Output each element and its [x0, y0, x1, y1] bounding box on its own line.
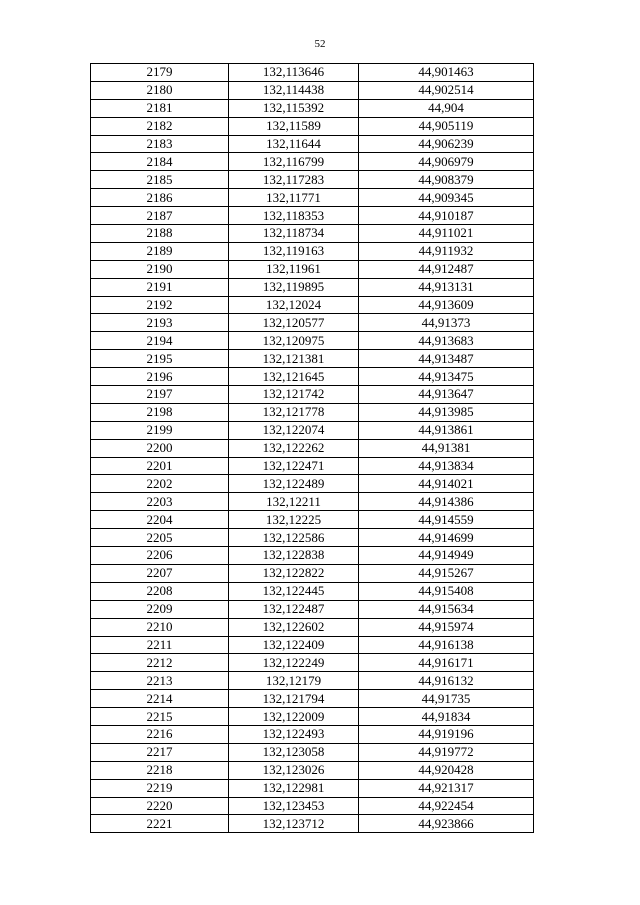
- latitude-cell: 44,91834: [359, 708, 534, 726]
- longitude-cell: 132,12179: [229, 672, 359, 690]
- latitude-cell: 44,913647: [359, 386, 534, 404]
- point-number-cell: 2180: [91, 81, 229, 99]
- longitude-cell: 132,122471: [229, 457, 359, 475]
- point-number-cell: 2189: [91, 242, 229, 260]
- point-number-cell: 2212: [91, 654, 229, 672]
- longitude-cell: 132,11771: [229, 189, 359, 207]
- latitude-cell: 44,920428: [359, 761, 534, 779]
- point-number-cell: 2193: [91, 314, 229, 332]
- longitude-cell: 132,123453: [229, 797, 359, 815]
- latitude-cell: 44,913985: [359, 403, 534, 421]
- latitude-cell: 44,914021: [359, 475, 534, 493]
- longitude-cell: 132,120975: [229, 332, 359, 350]
- latitude-cell: 44,921317: [359, 779, 534, 797]
- table-row: [91, 153, 534, 171]
- point-number-cell: 2204: [91, 511, 229, 529]
- point-number-cell: 2206: [91, 547, 229, 565]
- table-row: [91, 278, 534, 296]
- longitude-cell: 132,12024: [229, 296, 359, 314]
- latitude-cell: 44,913834: [359, 457, 534, 475]
- longitude-cell: 132,122074: [229, 421, 359, 439]
- point-number-cell: 2200: [91, 439, 229, 457]
- table-row: [91, 618, 534, 636]
- latitude-cell: 44,906239: [359, 135, 534, 153]
- latitude-cell: 44,916138: [359, 636, 534, 654]
- point-number-cell: 2184: [91, 153, 229, 171]
- longitude-cell: 132,122487: [229, 600, 359, 618]
- longitude-cell: 132,121778: [229, 403, 359, 421]
- longitude-cell: 132,122445: [229, 582, 359, 600]
- point-number-cell: 2217: [91, 743, 229, 761]
- point-number-cell: 2205: [91, 529, 229, 547]
- latitude-cell: 44,915634: [359, 600, 534, 618]
- latitude-cell: 44,913475: [359, 368, 534, 386]
- latitude-cell: 44,914699: [359, 529, 534, 547]
- table-row: [91, 64, 534, 82]
- table-row: [91, 117, 534, 135]
- longitude-cell: 132,122489: [229, 475, 359, 493]
- point-number-cell: 2179: [91, 64, 229, 82]
- longitude-cell: 132,122838: [229, 547, 359, 565]
- table-row: [91, 189, 534, 207]
- longitude-cell: 132,122262: [229, 439, 359, 457]
- point-number-cell: 2198: [91, 403, 229, 421]
- point-number-cell: 2210: [91, 618, 229, 636]
- longitude-cell: 132,117283: [229, 171, 359, 189]
- table-row: [91, 225, 534, 243]
- longitude-cell: 132,11961: [229, 260, 359, 278]
- point-number-cell: 2181: [91, 99, 229, 117]
- table-row: [91, 296, 534, 314]
- latitude-cell: 44,911021: [359, 225, 534, 243]
- table-row: [91, 725, 534, 743]
- longitude-cell: 132,118734: [229, 225, 359, 243]
- table-row: [91, 332, 534, 350]
- longitude-cell: 132,122409: [229, 636, 359, 654]
- latitude-cell: 44,923866: [359, 815, 534, 833]
- longitude-cell: 132,121645: [229, 368, 359, 386]
- coordinates-table: [90, 63, 534, 833]
- table-row: [91, 242, 534, 260]
- table-row: [91, 403, 534, 421]
- table-row: [91, 797, 534, 815]
- latitude-cell: 44,916132: [359, 672, 534, 690]
- table-row: [91, 368, 534, 386]
- point-number-cell: 2195: [91, 350, 229, 368]
- table-row: [91, 690, 534, 708]
- longitude-cell: 132,114438: [229, 81, 359, 99]
- point-number-cell: 2196: [91, 368, 229, 386]
- longitude-cell: 132,119895: [229, 278, 359, 296]
- latitude-cell: 44,914559: [359, 511, 534, 529]
- table-row: [91, 636, 534, 654]
- point-number-cell: 2192: [91, 296, 229, 314]
- latitude-cell: 44,904: [359, 99, 534, 117]
- latitude-cell: 44,919772: [359, 743, 534, 761]
- longitude-cell: 132,113646: [229, 64, 359, 82]
- latitude-cell: 44,922454: [359, 797, 534, 815]
- point-number-cell: 2182: [91, 117, 229, 135]
- table-row: [91, 171, 534, 189]
- longitude-cell: 132,11589: [229, 117, 359, 135]
- latitude-cell: 44,91373: [359, 314, 534, 332]
- latitude-cell: 44,910187: [359, 207, 534, 225]
- table-row: [91, 708, 534, 726]
- longitude-cell: 132,123712: [229, 815, 359, 833]
- table-row: [91, 260, 534, 278]
- table-row: [91, 314, 534, 332]
- table-row: [91, 600, 534, 618]
- table-row: [91, 81, 534, 99]
- table-row: [91, 475, 534, 493]
- table-row: [91, 511, 534, 529]
- latitude-cell: 44,909345: [359, 189, 534, 207]
- table-row: [91, 207, 534, 225]
- latitude-cell: 44,902514: [359, 81, 534, 99]
- point-number-cell: 2214: [91, 690, 229, 708]
- longitude-cell: 132,115392: [229, 99, 359, 117]
- table-row: [91, 439, 534, 457]
- point-number-cell: 2216: [91, 725, 229, 743]
- table-row: [91, 421, 534, 439]
- point-number-cell: 2201: [91, 457, 229, 475]
- latitude-cell: 44,913131: [359, 278, 534, 296]
- latitude-cell: 44,911932: [359, 242, 534, 260]
- point-number-cell: 2194: [91, 332, 229, 350]
- table-row: [91, 564, 534, 582]
- latitude-cell: 44,91735: [359, 690, 534, 708]
- point-number-cell: 2188: [91, 225, 229, 243]
- point-number-cell: 2183: [91, 135, 229, 153]
- table-row: [91, 457, 534, 475]
- latitude-cell: 44,913683: [359, 332, 534, 350]
- latitude-cell: 44,915408: [359, 582, 534, 600]
- point-number-cell: 2203: [91, 493, 229, 511]
- latitude-cell: 44,912487: [359, 260, 534, 278]
- point-number-cell: 2199: [91, 421, 229, 439]
- point-number-cell: 2211: [91, 636, 229, 654]
- table-row: [91, 386, 534, 404]
- point-number-cell: 2185: [91, 171, 229, 189]
- point-number-cell: 2220: [91, 797, 229, 815]
- longitude-cell: 132,122822: [229, 564, 359, 582]
- point-number-cell: 2187: [91, 207, 229, 225]
- point-number-cell: 2209: [91, 600, 229, 618]
- longitude-cell: 132,122602: [229, 618, 359, 636]
- latitude-cell: 44,916171: [359, 654, 534, 672]
- table-row: [91, 547, 534, 565]
- longitude-cell: 132,12211: [229, 493, 359, 511]
- table-row: [91, 779, 534, 797]
- latitude-cell: 44,914949: [359, 547, 534, 565]
- longitude-cell: 132,120577: [229, 314, 359, 332]
- longitude-cell: 132,116799: [229, 153, 359, 171]
- page-number: 52: [314, 38, 326, 50]
- longitude-cell: 132,119163: [229, 242, 359, 260]
- longitude-cell: 132,123058: [229, 743, 359, 761]
- table-body: [91, 64, 534, 833]
- table-row: [91, 135, 534, 153]
- latitude-cell: 44,919196: [359, 725, 534, 743]
- latitude-cell: 44,905119: [359, 117, 534, 135]
- longitude-cell: 132,121794: [229, 690, 359, 708]
- longitude-cell: 132,122981: [229, 779, 359, 797]
- table-row: [91, 99, 534, 117]
- point-number-cell: 2197: [91, 386, 229, 404]
- point-number-cell: 2215: [91, 708, 229, 726]
- table-row: [91, 672, 534, 690]
- longitude-cell: 132,123026: [229, 761, 359, 779]
- point-number-cell: 2207: [91, 564, 229, 582]
- latitude-cell: 44,914386: [359, 493, 534, 511]
- latitude-cell: 44,913487: [359, 350, 534, 368]
- latitude-cell: 44,901463: [359, 64, 534, 82]
- longitude-cell: 132,11644: [229, 135, 359, 153]
- point-number-cell: 2186: [91, 189, 229, 207]
- longitude-cell: 132,121742: [229, 386, 359, 404]
- longitude-cell: 132,118353: [229, 207, 359, 225]
- longitude-cell: 132,122493: [229, 725, 359, 743]
- latitude-cell: 44,913861: [359, 421, 534, 439]
- longitude-cell: 132,121381: [229, 350, 359, 368]
- point-number-cell: 2208: [91, 582, 229, 600]
- point-number-cell: 2213: [91, 672, 229, 690]
- latitude-cell: 44,906979: [359, 153, 534, 171]
- table-row: [91, 350, 534, 368]
- table-row: [91, 493, 534, 511]
- point-number-cell: 2190: [91, 260, 229, 278]
- longitude-cell: 132,12225: [229, 511, 359, 529]
- longitude-cell: 132,122009: [229, 708, 359, 726]
- longitude-cell: 132,122249: [229, 654, 359, 672]
- latitude-cell: 44,913609: [359, 296, 534, 314]
- table-row: [91, 815, 534, 833]
- latitude-cell: 44,915267: [359, 564, 534, 582]
- table-row: [91, 654, 534, 672]
- latitude-cell: 44,91381: [359, 439, 534, 457]
- point-number-cell: 2202: [91, 475, 229, 493]
- longitude-cell: 132,122586: [229, 529, 359, 547]
- table-row: [91, 743, 534, 761]
- point-number-cell: 2219: [91, 779, 229, 797]
- latitude-cell: 44,915974: [359, 618, 534, 636]
- point-number-cell: 2221: [91, 815, 229, 833]
- point-number-cell: 2218: [91, 761, 229, 779]
- latitude-cell: 44,908379: [359, 171, 534, 189]
- table-row: [91, 761, 534, 779]
- table-row: [91, 582, 534, 600]
- table-row: [91, 529, 534, 547]
- point-number-cell: 2191: [91, 278, 229, 296]
